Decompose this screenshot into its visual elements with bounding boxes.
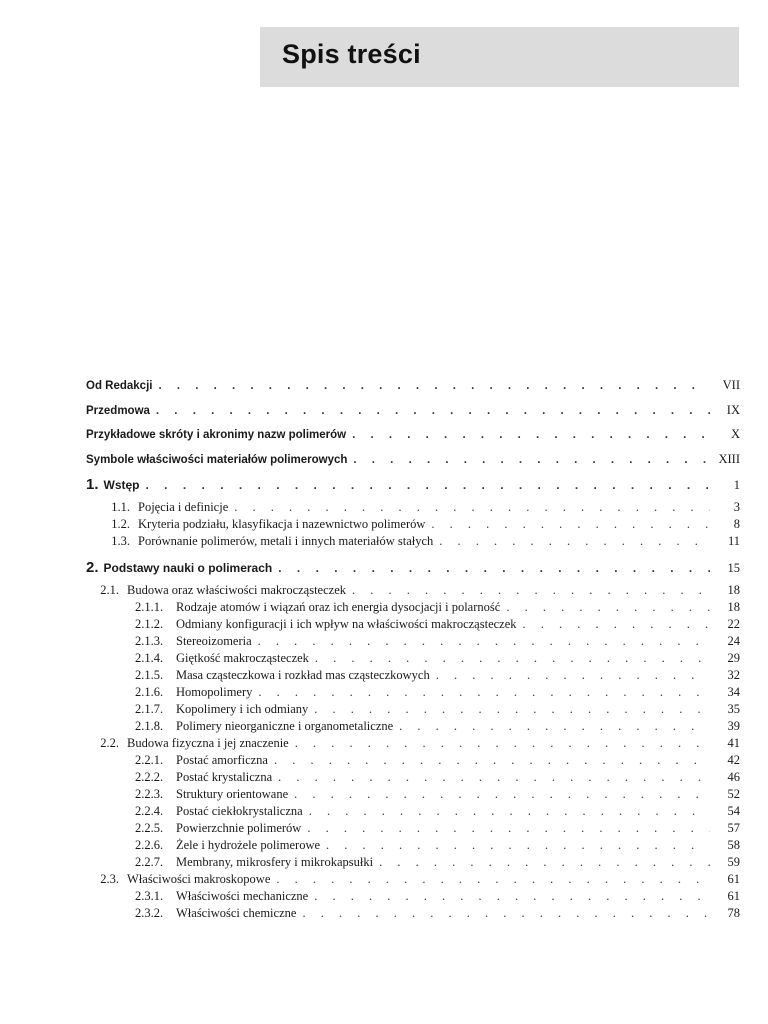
subsection-heading [135, 651, 309, 666]
section-number: 1.2. [111, 517, 130, 531]
dot-leader [258, 685, 710, 700]
subsection-heading [135, 719, 393, 734]
subsection-title: Struktury orientowane [176, 787, 289, 801]
subsection-heading [135, 787, 288, 802]
subsection-title: Postać ciekłokrystaliczna [176, 804, 303, 818]
dot-leader [156, 405, 710, 417]
subsection-number: 2.1.7. [135, 702, 164, 716]
subsection-title: Odmiany konfiguracji i ich wpływ na właściwości makrocząsteczek [176, 617, 517, 631]
toc-subsection[interactable] [86, 634, 740, 651]
subsection-heading [135, 804, 303, 819]
toc-section[interactable] [86, 534, 740, 551]
chapter-title: Wstęp [103, 478, 140, 492]
subsection-number: 2.1.3. [135, 634, 164, 648]
subsection-number: 2.2.5. [135, 821, 164, 835]
toc-subsection[interactable] [86, 804, 740, 821]
subsection-heading [135, 634, 252, 649]
toc-subsection[interactable] [86, 787, 740, 804]
toc-entry-page: 22 [727, 617, 740, 631]
toc-entry-page: 29 [727, 651, 740, 665]
subsection-title: Membrany, mikrosfery i mikrokapsułki [176, 855, 374, 869]
toc-section[interactable] [86, 583, 740, 600]
toc-subsection[interactable] [86, 719, 740, 736]
section-heading [89, 736, 289, 751]
toc-subsection[interactable] [86, 617, 740, 634]
toc-entry-page: IX [726, 402, 740, 417]
dot-leader [302, 906, 710, 921]
toc-entry-page: 8 [733, 517, 740, 531]
subsection-title: Giętkość makrocząsteczek [176, 651, 309, 665]
subsection-heading [135, 702, 308, 717]
dot-leader [436, 668, 710, 683]
toc-entry-front-matter[interactable] [86, 378, 740, 403]
subsection-number: 2.2.6. [135, 838, 164, 852]
dot-leader [294, 787, 710, 802]
dot-leader [276, 872, 710, 887]
toc-entry-page: 42 [727, 753, 740, 767]
subsection-title: Rodzaje atomów i wiązań oraz ich energia dysocjacji i polarność [176, 600, 501, 614]
page-title: Spis treści [282, 39, 421, 69]
section-title: Pojęcia i definicje [138, 500, 229, 514]
toc-entry-page: X [730, 427, 740, 441]
toc-subsection[interactable] [86, 668, 740, 685]
subsection-heading [135, 617, 517, 632]
subsection-title: Właściwości chemiczne [176, 906, 297, 920]
toc-entry-page: 24 [727, 634, 740, 648]
toc-entry-page: 61 [727, 889, 740, 903]
toc-subsection[interactable] [86, 855, 740, 872]
section-number: 1.3. [111, 534, 130, 548]
toc-subsection[interactable] [86, 821, 740, 838]
dot-leader [314, 889, 710, 904]
section-title: Porównanie polimerów, metali i innych materiałów stałych [138, 534, 434, 548]
subsection-heading [135, 685, 252, 700]
toc-entry-page: 18 [727, 600, 740, 614]
toc-entry-page: 61 [727, 872, 740, 886]
section-title: Właściwości makroskopowe [127, 872, 271, 886]
toc-entry-page: 32 [727, 668, 740, 682]
dot-leader [379, 855, 710, 870]
toc-entry-page: 15 [727, 561, 740, 575]
section-title: Kryteria podziału, klasyfikacja i nazewnictwo polimerów [138, 517, 426, 531]
subsection-heading [135, 889, 308, 904]
subsection-number: 2.2.3. [135, 787, 164, 801]
subsection-heading [135, 906, 296, 921]
section-number: 2.1. [100, 583, 119, 597]
subsection-number: 2.2.4. [135, 804, 164, 818]
dot-leader [506, 600, 710, 615]
toc-section[interactable] [86, 500, 740, 517]
subsection-heading [135, 821, 301, 836]
toc-section[interactable] [86, 872, 740, 889]
toc-entry-page: 41 [727, 736, 740, 750]
subsection-title: Żele i hydrożele polimerowe [176, 838, 321, 852]
chapter-number: 1. [86, 476, 99, 493]
toc-entry-page: 34 [727, 685, 740, 699]
chapter-title: Podstawy nauki o polimerach [103, 561, 273, 575]
subsection-number: 2.3.2. [135, 906, 164, 920]
subsection-title: Właściwości mechaniczne [176, 889, 309, 903]
dot-leader [146, 478, 710, 492]
subsection-number: 2.2.1. [135, 753, 164, 767]
toc-subsection[interactable] [86, 906, 740, 923]
subsection-number: 2.1.4. [135, 651, 164, 665]
section-number: 2.2. [100, 736, 119, 750]
toc-entry-page: 11 [727, 534, 740, 548]
chapter-heading [86, 559, 272, 576]
section-number: 1.1. [111, 500, 130, 514]
subsection-heading [135, 668, 430, 683]
toc-entry-page: 35 [727, 702, 740, 716]
title-banner [260, 27, 739, 87]
toc-entry-label: Symbole właściwości materiałów polimerowych [86, 453, 348, 466]
subsection-title: Powierzchnie polimerów [176, 821, 302, 835]
toc-entry-front-matter[interactable] [86, 403, 740, 428]
section-heading [89, 583, 346, 598]
toc-subsection[interactable] [86, 702, 740, 719]
toc-entry-label: Przedmowa [86, 404, 150, 417]
subsection-title: Postać krystaliczna [176, 770, 273, 784]
toc-entry-label: Od Redakcji [86, 380, 153, 392]
toc-entry-page: 58 [727, 838, 740, 852]
subsection-title: Postać amorficzna [176, 753, 268, 767]
toc-entry-page: 18 [727, 583, 740, 597]
toc-chapter-2[interactable] [86, 559, 740, 583]
dot-leader [274, 753, 710, 768]
subsection-number: 2.1.2. [135, 617, 164, 631]
toc-entry-page: 59 [727, 855, 740, 869]
subsection-title: Masa cząsteczkowa i rozkład mas cząsteczkowych [176, 668, 430, 682]
dot-leader [431, 517, 710, 532]
dot-leader [295, 736, 710, 751]
toc-subsection[interactable] [86, 600, 740, 617]
subsection-number: 2.3.1. [135, 889, 164, 903]
toc-entry-page: 3 [733, 500, 740, 514]
dot-leader [314, 702, 710, 717]
subsection-number: 2.1.5. [135, 668, 164, 682]
toc-entry-page: VII [722, 378, 740, 392]
subsection-title: Stereoizomeria [176, 634, 252, 648]
dot-leader [278, 561, 710, 575]
section-title: Budowa fizyczna i jej znaczenie [127, 736, 289, 750]
toc-entry-label: Przykładowe skróty i akronimy nazw polimerów [86, 429, 347, 441]
dot-leader [258, 634, 710, 649]
section-heading [100, 534, 433, 549]
toc-section[interactable] [86, 736, 740, 753]
dot-leader [352, 583, 710, 598]
toc-subsection[interactable] [86, 753, 740, 770]
toc-section[interactable] [86, 517, 740, 534]
toc-subsection[interactable] [86, 889, 740, 906]
table-of-contents [86, 378, 740, 923]
dot-leader [234, 500, 710, 515]
dot-leader [307, 821, 710, 836]
toc-entry-page: 52 [727, 787, 740, 801]
subsection-number: 2.2.2. [135, 770, 164, 784]
section-heading [100, 500, 228, 515]
subsection-heading [135, 600, 500, 615]
toc-entry-page: 57 [727, 821, 740, 835]
subsection-heading [135, 838, 320, 853]
subsection-heading [135, 855, 373, 870]
toc-chapter-1[interactable] [86, 476, 740, 500]
dot-leader [352, 429, 710, 441]
toc-subsection[interactable] [86, 685, 740, 702]
toc-entry-front-matter[interactable] [86, 452, 740, 477]
toc-subsection[interactable] [86, 770, 740, 787]
subsection-title: Kopolimery i ich odmiany [176, 702, 309, 716]
subsection-title: Polimery nieorganiczne i organometaliczne [176, 719, 394, 733]
section-title: Budowa oraz właściwości makrocząsteczek [127, 583, 347, 597]
toc-entry-page: 78 [727, 906, 740, 920]
subsection-number: 2.1.6. [135, 685, 164, 699]
subsection-title: Homopolimery [176, 685, 253, 699]
subsection-number: 2.2.7. [135, 855, 164, 869]
dot-leader [309, 804, 710, 819]
chapter-number: 2. [86, 559, 99, 576]
chapter-heading [86, 476, 140, 493]
dot-leader [278, 770, 710, 785]
section-number: 2.3. [100, 872, 119, 886]
dot-leader [399, 719, 710, 734]
dot-leader [523, 617, 710, 632]
section-heading [100, 517, 425, 532]
subsection-heading [135, 753, 268, 768]
dot-leader [353, 454, 710, 466]
dot-leader [158, 380, 710, 392]
dot-leader [439, 534, 710, 549]
toc-entry-page: 39 [727, 719, 740, 733]
dot-leader [326, 838, 710, 853]
toc-subsection[interactable] [86, 651, 740, 668]
toc-entry-page: 46 [727, 770, 740, 784]
toc-entry-page: XIII [718, 451, 740, 466]
subsection-number: 2.1.1. [135, 600, 164, 614]
subsection-number: 2.1.8. [135, 719, 164, 733]
toc-subsection[interactable] [86, 838, 740, 855]
toc-entry-page: 54 [727, 804, 740, 818]
section-heading [89, 872, 270, 887]
toc-entry-front-matter[interactable] [86, 427, 740, 452]
toc-entry-page: 1 [733, 478, 740, 492]
subsection-heading [135, 770, 272, 785]
dot-leader [315, 651, 710, 666]
